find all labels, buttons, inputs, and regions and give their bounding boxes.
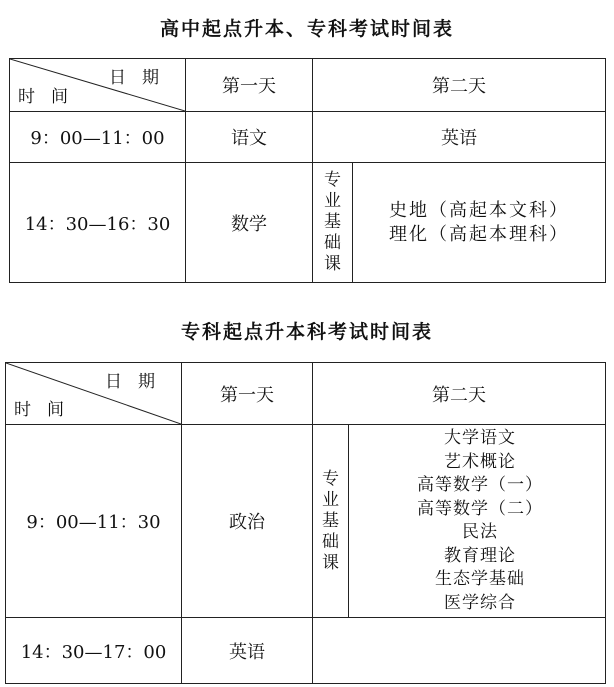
corner-header-cell	[10, 59, 186, 112]
list-item: 民法	[462, 522, 498, 542]
time-slot-cell: 14：30—16：30	[10, 163, 186, 283]
group-label-cell	[313, 425, 349, 618]
table1-title: 高中起点升本、专科考试时间表	[159, 18, 454, 40]
day1-header: 第一天	[182, 363, 313, 425]
day1-subject-cell: 英语	[182, 618, 313, 684]
list-item: 高等数学（二）	[417, 498, 543, 519]
date-label: 日期	[109, 68, 175, 88]
exam-schedule-table-2	[5, 362, 606, 684]
exam-schedule-table-1	[9, 58, 606, 283]
list-item: 高等数学（一）	[417, 475, 543, 495]
day2-subject-cell: 英语	[313, 112, 606, 163]
subject-list-cell	[353, 163, 606, 283]
time-label: 时间	[18, 87, 84, 107]
table-row	[6, 425, 606, 618]
day2-header: 第二天	[313, 59, 606, 112]
group-label: 专业基础课	[324, 170, 341, 274]
time-slot-cell: 9：00—11：30	[6, 425, 182, 618]
group-label-cell	[313, 163, 353, 283]
day1-header: 第一天	[186, 59, 313, 112]
date-label: 日期	[105, 372, 171, 392]
list-item: 教育理论	[444, 545, 516, 566]
list-item: 大学语文	[444, 428, 516, 448]
day2-header: 第二天	[313, 363, 606, 425]
table-row	[6, 618, 606, 684]
time-label: 时间	[14, 400, 80, 420]
table-row	[10, 112, 606, 163]
corner-header-cell	[6, 363, 182, 425]
day1-subject-cell: 语文	[186, 112, 313, 163]
subject-list-cell	[349, 425, 606, 618]
list-item: 史地（高起本文科）	[389, 199, 569, 221]
list-item: 生态学基础	[435, 569, 525, 589]
day1-subject-cell: 政治	[182, 425, 313, 618]
time-slot-cell: 9：00—11：00	[10, 112, 186, 163]
table2-title: 专科起点升本科考试时间表	[180, 321, 433, 343]
time-slot-cell: 14：30—17：00	[6, 618, 182, 684]
list-item: 医学综合	[444, 592, 516, 613]
header-row	[10, 59, 606, 112]
table-row	[10, 163, 606, 283]
list-item: 艺术概论	[444, 451, 516, 472]
group-label: 专业基础课	[322, 468, 339, 573]
day1-subject-cell: 数学	[186, 163, 313, 283]
header-row	[6, 363, 606, 425]
day2-subject-cell	[313, 618, 606, 684]
list-item: 理化（高起本理科）	[389, 223, 569, 245]
